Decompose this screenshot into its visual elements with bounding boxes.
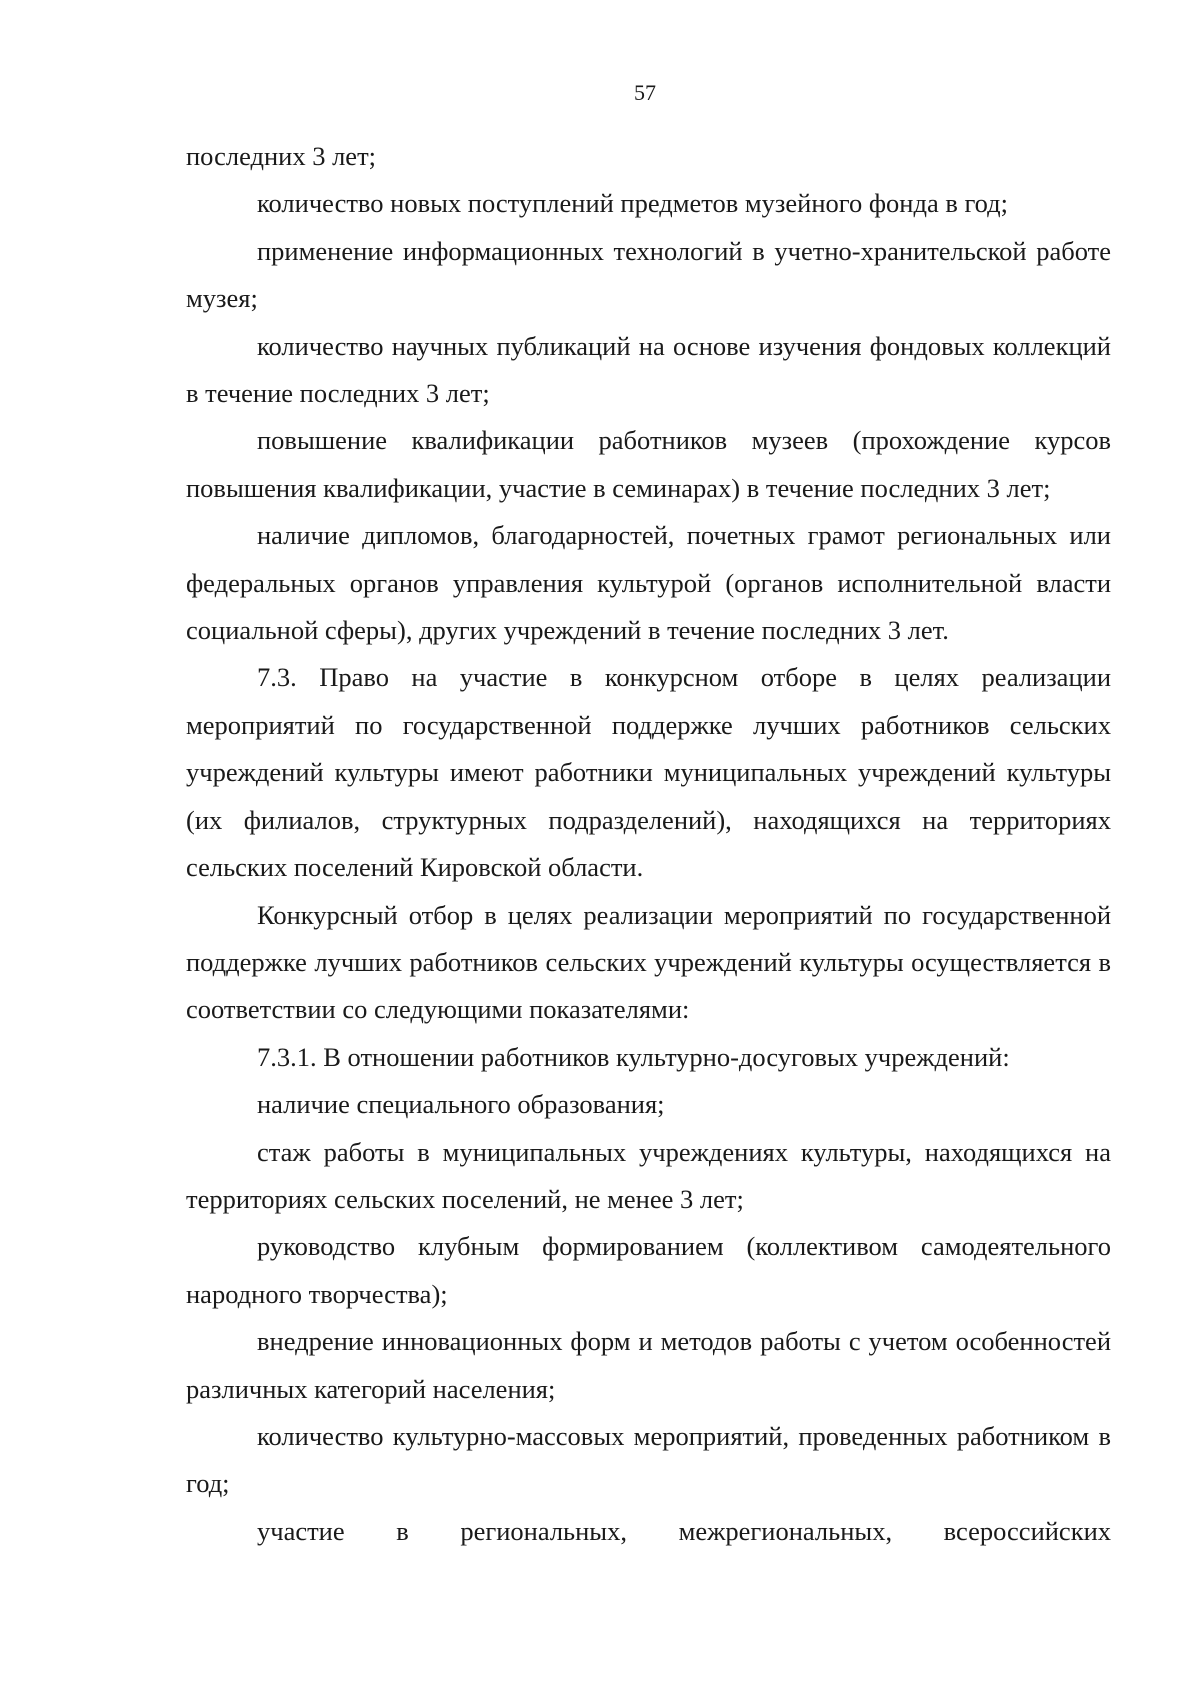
paragraph-section-7-3-1: 7.3.1. В отношении работников культурно-досуговых учреждений:	[257, 1041, 1010, 1072]
paragraph: применение информационных технологий в учетно-хранительской работе музея;	[186, 235, 1111, 314]
paragraph: наличие дипломов, благодарностей, почетных грамот региональных или федеральных органов управления культурой (органов исполнительной власти социальной сферы), других учреждений в течение последних 3 лет.	[186, 520, 1111, 646]
paragraph: наличие специального образования;	[257, 1089, 665, 1120]
paragraph: стаж работы в муниципальных учреждениях культуры, находящихся на территориях сельских поселений, не менее 3 лет;	[186, 1136, 1111, 1214]
paragraph-continues-next-page: участие в региональных, межрегиональных, всероссийских	[257, 1515, 1111, 1546]
paragraph: внедрение инновационных форм и методов работы с учетом особенностей различных категорий населения;	[186, 1326, 1111, 1404]
paragraph: повышение квалификации работников музеев (прохождение курсов повышения квалификации, участие в семинарах) в течение последних 3 лет;	[186, 425, 1111, 503]
page-number: 57	[634, 80, 656, 105]
paragraph-section-7-3: 7.3. Право на участие в конкурсном отборе в целях реализации мероприятий по государственной поддержке лучших работников сельских учреждений культуры имеют работники муниципальных учреждений культуры (их филиалов, структурных подразделений), находящихся на территориях сельских поселений Кировской области.	[186, 662, 1111, 883]
paragraph: руководство клубным формированием (коллективом самодеятельного народного творчества);	[186, 1231, 1111, 1309]
paragraph: количество новых поступлений предметов музейного фонда в год;	[257, 188, 1009, 219]
document-body	[186, 133, 1111, 1555]
paragraph: количество научных публикаций на основе изучения фондовых коллекций в течение последних 3 лет;	[186, 330, 1111, 409]
paragraph: Конкурсный отбор в целях реализации мероприятий по государственной поддержке лучших работников сельских учреждений культуры осуществляется в соответствии со следующими показателями:	[186, 899, 1111, 1025]
paragraph-continuation: последних 3 лет;	[186, 141, 377, 171]
paragraph: количество культурно-массовых мероприятий, проведенных работником в год;	[186, 1420, 1111, 1499]
